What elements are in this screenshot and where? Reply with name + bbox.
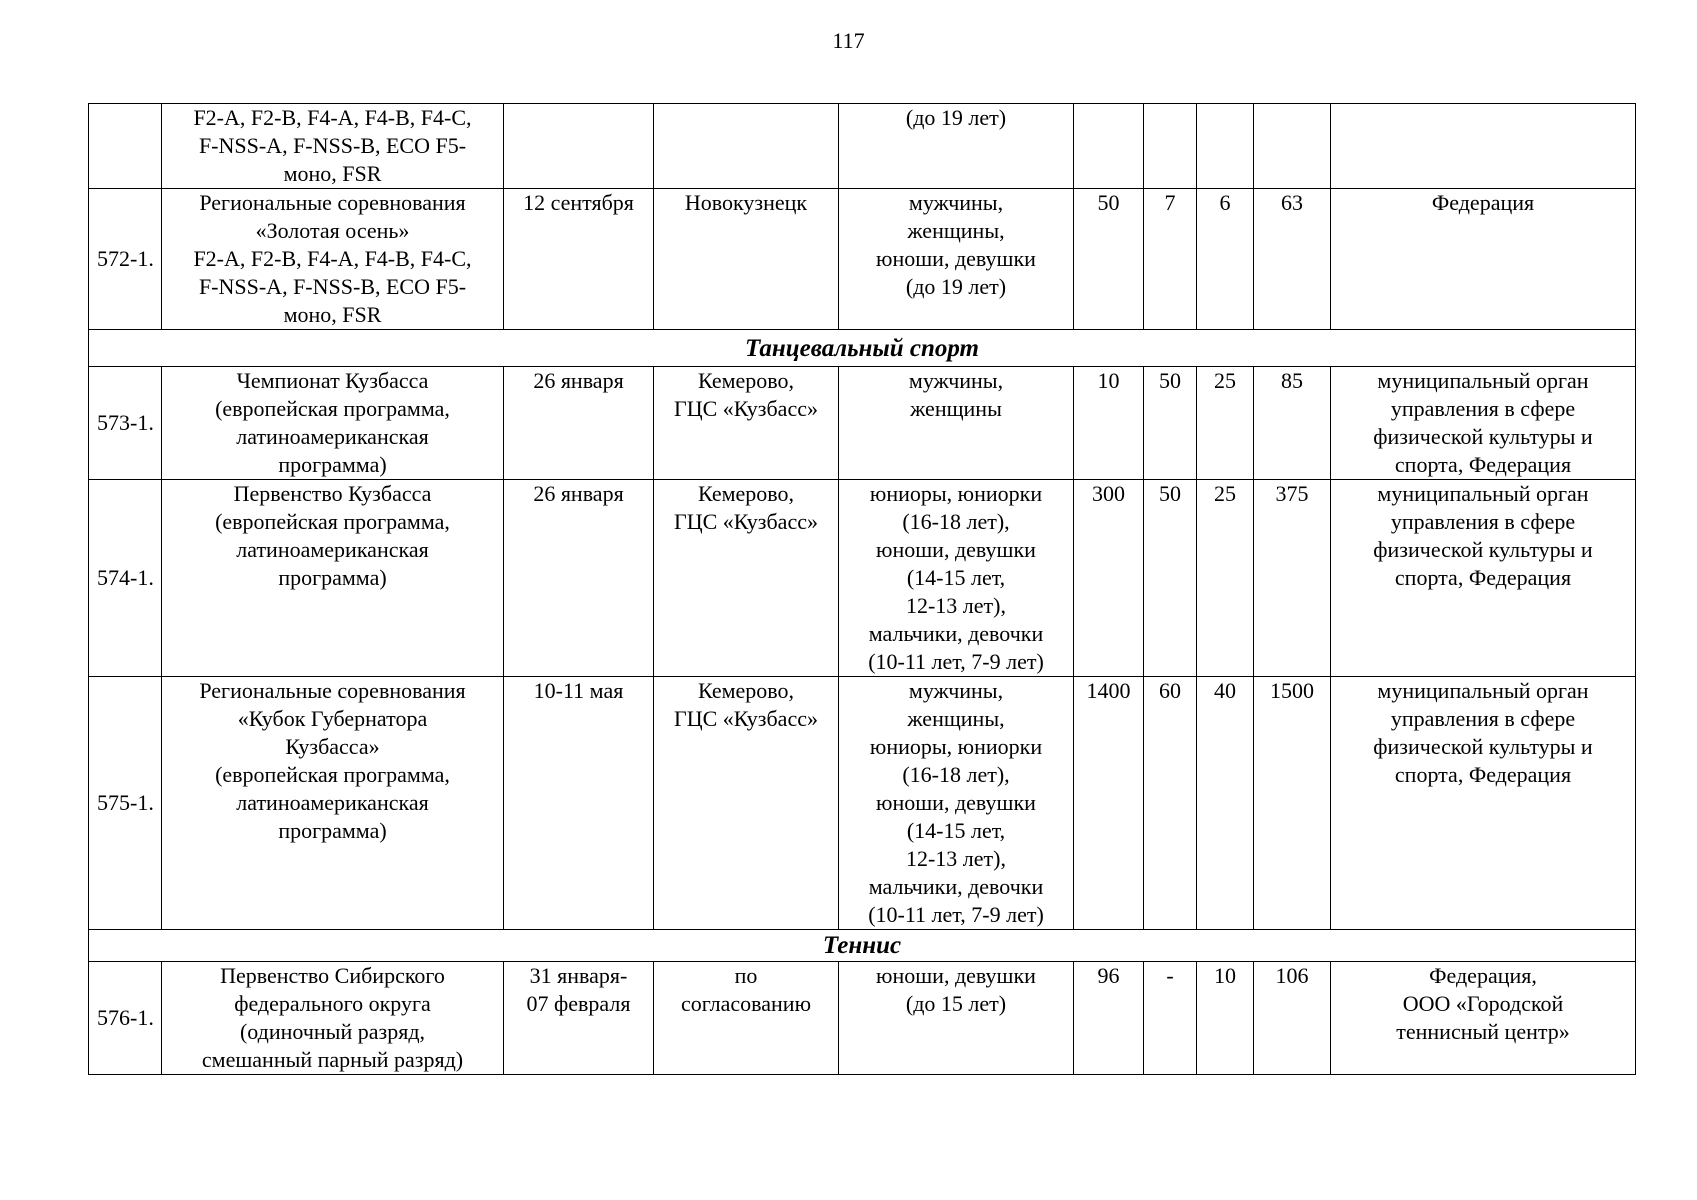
event-name: Чемпионат Кузбасса (европейская программа, латиноамериканская программа) bbox=[162, 367, 504, 480]
count-col-1: 50 bbox=[1074, 189, 1144, 330]
count-total: 375 bbox=[1254, 480, 1331, 677]
count-col-2: 50 bbox=[1144, 367, 1197, 480]
count-col-2: 7 bbox=[1144, 189, 1197, 330]
page-number: 117 bbox=[832, 28, 865, 53]
table-row bbox=[89, 104, 1636, 189]
event-place: Новокузнецк bbox=[654, 189, 839, 330]
event-date: 26 января bbox=[504, 367, 654, 480]
count-col-1: 1400 bbox=[1074, 677, 1144, 930]
event-number: 576-1. bbox=[89, 962, 162, 1075]
table-row bbox=[89, 677, 1636, 930]
event-date: 31 января- 07 февраля bbox=[504, 962, 654, 1075]
event-organizer: муниципальный орган управления в сфере физической культуры и спорта, Федерация bbox=[1331, 367, 1636, 480]
count-total bbox=[1254, 104, 1331, 189]
event-organizer: Федерация bbox=[1331, 189, 1636, 330]
section-header-row bbox=[89, 930, 1636, 962]
event-name: F2-A, F2-B, F4-A, F4-B, F4-C, F-NSS-A, F-NSS-B, ECO F5- моно, FSR bbox=[162, 104, 504, 189]
section-header-row bbox=[89, 330, 1636, 367]
count-col-3: 10 bbox=[1197, 962, 1254, 1075]
event-name: Региональные соревнования «Кубок Губернатора Кузбасса» (европейская программа, латиноамериканская программа) bbox=[162, 677, 504, 930]
event-number: 574-1. bbox=[89, 480, 162, 677]
table-row bbox=[89, 962, 1636, 1075]
event-number bbox=[89, 104, 162, 189]
count-total: 106 bbox=[1254, 962, 1331, 1075]
event-place bbox=[654, 104, 839, 189]
event-participants: мужчины, женщины, юниоры, юниорки (16-18 лет), юноши, девушки (14-15 лет, 12-13 лет), мальчики, девочки (10-11 лет, 7-9 лет) bbox=[839, 677, 1074, 930]
count-col-2 bbox=[1144, 104, 1197, 189]
event-date: 26 января bbox=[504, 480, 654, 677]
event-participants: юниоры, юниорки (16-18 лет), юноши, девушки (14-15 лет, 12-13 лет), мальчики, девочки (10-11 лет, 7-9 лет) bbox=[839, 480, 1074, 677]
count-col-3: 25 bbox=[1197, 367, 1254, 480]
event-organizer: Федерация, ООО «Городской теннисный центр» bbox=[1331, 962, 1636, 1075]
event-name: Первенство Сибирского федерального округа (одиночный разряд, смешанный парный разряд) bbox=[162, 962, 504, 1075]
event-date: 10-11 мая bbox=[504, 677, 654, 930]
table-row bbox=[89, 367, 1636, 480]
event-place: Кемерово, ГЦС «Кузбасс» bbox=[654, 480, 839, 677]
event-participants: мужчины, женщины bbox=[839, 367, 1074, 480]
event-place: Кемерово, ГЦС «Кузбасс» bbox=[654, 367, 839, 480]
events-table bbox=[88, 103, 1636, 1075]
event-date: 12 сентября bbox=[504, 189, 654, 330]
event-organizer: муниципальный орган управления в сфере физической культуры и спорта, Федерация bbox=[1331, 677, 1636, 930]
section-title: Танцевальный спорт bbox=[89, 330, 1636, 367]
count-col-3 bbox=[1197, 104, 1254, 189]
section-title: Теннис bbox=[89, 930, 1636, 962]
count-col-2: - bbox=[1144, 962, 1197, 1075]
count-col-1 bbox=[1074, 104, 1144, 189]
event-place: Кемерово, ГЦС «Кузбасс» bbox=[654, 677, 839, 930]
event-number: 572-1. bbox=[89, 189, 162, 330]
event-number: 573-1. bbox=[89, 367, 162, 480]
table-body bbox=[89, 104, 1636, 1075]
event-date bbox=[504, 104, 654, 189]
event-name: Региональные соревнования «Золотая осень» F2-A, F2-B, F4-A, F4-B, F4-C, F-NSS-A, F-NSS-B, ECO F5- моно, FSR bbox=[162, 189, 504, 330]
count-total: 1500 bbox=[1254, 677, 1331, 930]
count-col-3: 25 bbox=[1197, 480, 1254, 677]
event-participants: юноши, девушки (до 15 лет) bbox=[839, 962, 1074, 1075]
event-organizer: муниципальный орган управления в сфере физической культуры и спорта, Федерация bbox=[1331, 480, 1636, 677]
table-row bbox=[89, 189, 1636, 330]
count-total: 85 bbox=[1254, 367, 1331, 480]
table-row bbox=[89, 480, 1636, 677]
count-col-2: 60 bbox=[1144, 677, 1197, 930]
count-total: 63 bbox=[1254, 189, 1331, 330]
count-col-1: 10 bbox=[1074, 367, 1144, 480]
event-place: по согласованию bbox=[654, 962, 839, 1075]
event-participants: мужчины, женщины, юноши, девушки (до 19 лет) bbox=[839, 189, 1074, 330]
count-col-3: 40 bbox=[1197, 677, 1254, 930]
event-organizer bbox=[1331, 104, 1636, 189]
event-number: 575-1. bbox=[89, 677, 162, 930]
count-col-1: 300 bbox=[1074, 480, 1144, 677]
event-participants: (до 19 лет) bbox=[839, 104, 1074, 189]
count-col-2: 50 bbox=[1144, 480, 1197, 677]
count-col-1: 96 bbox=[1074, 962, 1144, 1075]
count-col-3: 6 bbox=[1197, 189, 1254, 330]
event-name: Первенство Кузбасса (европейская программа, латиноамериканская программа) bbox=[162, 480, 504, 677]
